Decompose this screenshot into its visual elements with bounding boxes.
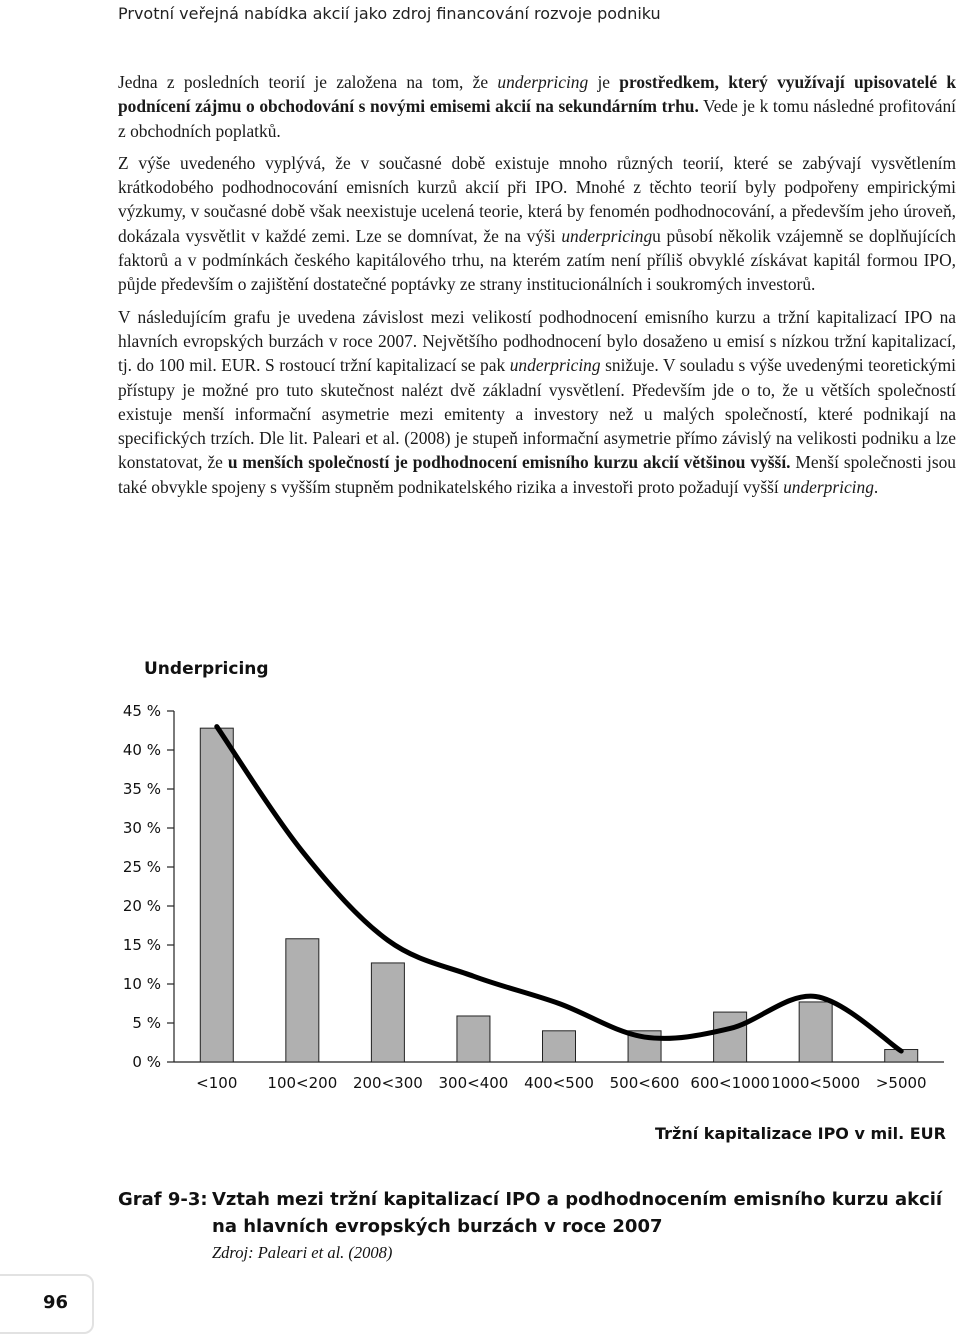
caption-title-line-2: na hlavních evropských burzách v roce 2007 xyxy=(212,1216,663,1237)
x-tick-label: 500<600 xyxy=(609,1074,680,1092)
underpricing-chart xyxy=(0,640,960,1160)
y-tick-label: 15 % xyxy=(122,936,161,954)
paragraph xyxy=(118,70,956,143)
bar xyxy=(200,728,233,1062)
text-run: Vede je k tomu následné profitování z obchodních poplatků. xyxy=(118,96,956,141)
bold-text: prostředkem, který využívají upisovatelé k podnícení zájmu o obchodování s novými emisemi akcií na sekundárním trhu. xyxy=(118,72,957,117)
y-tick-label: 20 % xyxy=(122,897,161,915)
caption-title-line-1: Vztah mezi tržní kapitalizací IPO a podhodnocením emisního kurzu akcií xyxy=(212,1189,943,1210)
bar xyxy=(286,939,319,1062)
running-head: Prvotní veřejná nabídka akcií jako zdroj financování rozvoje podniku xyxy=(118,4,661,23)
body-text xyxy=(118,70,956,507)
paragraph xyxy=(118,151,956,297)
page-number-tab xyxy=(0,1274,94,1334)
x-tick-label: 100<200 xyxy=(267,1074,338,1092)
italic-text: underpricing xyxy=(561,225,653,246)
x-tick-label: 600<1000 xyxy=(690,1074,770,1092)
bar xyxy=(371,963,404,1062)
text-run: je xyxy=(588,72,620,92)
bar xyxy=(799,1002,832,1062)
text-run: snižuje. V souladu s výše uvedenými teoretickými přístupy je možné pro tuto skutečnost nalézt dvě základní vysvětlení. Především jde o to, že u větších společností existuje menší informační asymetrie mezi emitenty a investory než u malých společností, které podnikají na specifických trzích. Dle lit. Paleari et al. (2008) je stupeň informační asymetrie přímo závislý na velikosti podniku a lze konstatovat, že xyxy=(118,355,956,473)
bar xyxy=(543,1031,576,1062)
text-run: V následujícím grafu je uvedena závislost mezi velikostí podhodnocení emisního kurzu a tržní kapitalizací IPO na hlavních evropských burzách v roce 2007. Největšího podhodnocení bylo dosaženo u emisí s nízkou tržní kapitalizací, tj. do 100 mil. EUR. S rostoucí tržní kapitalizací se pak xyxy=(118,306,956,376)
x-tick-label: >5000 xyxy=(875,1074,927,1092)
chart-svg xyxy=(0,640,960,1160)
y-tick-label: 10 % xyxy=(122,975,161,993)
bar xyxy=(714,1012,747,1062)
italic-text: underpricing xyxy=(783,476,874,497)
x-tick-label: 200<300 xyxy=(352,1074,423,1092)
caption-source: Zdroj: Paleari et al. (2008) xyxy=(212,1243,393,1262)
y-tick-label: 0 % xyxy=(132,1053,161,1071)
caption-label: Graf 9-3: xyxy=(118,1189,208,1210)
y-tick-label: 40 % xyxy=(122,741,161,759)
y-tick-label: 35 % xyxy=(122,780,161,798)
paragraph xyxy=(118,305,956,499)
x-tick-label: 400<500 xyxy=(524,1074,594,1092)
text-run: Jedna z posledních teorií je založena na tom, že xyxy=(118,72,498,92)
x-tick-label: 300<400 xyxy=(438,1074,509,1092)
x-tick-label: <100 xyxy=(196,1074,238,1092)
y-tick-label: 5 % xyxy=(132,1014,161,1032)
x-axis-title: Tržní kapitalizace IPO v mil. EUR xyxy=(655,1124,946,1143)
bar xyxy=(457,1016,490,1062)
text-run: . xyxy=(873,476,879,497)
y-tick-label: 30 % xyxy=(122,819,161,837)
x-tick-label: 1000<5000 xyxy=(771,1074,861,1092)
italic-text: underpricing xyxy=(497,72,589,92)
y-tick-label: 25 % xyxy=(122,858,161,876)
chart-title: Underpricing xyxy=(144,659,269,679)
bold-text: u menších společností je podhodnocení emisního kurzu akcií většinou vyšší. xyxy=(227,452,791,473)
trend-line xyxy=(217,727,901,1051)
text-run: Z výše uvedeného vyplývá, že v současné době existuje mnoho různých teorií, které se zabývají vysvětlením krátkodobého podhodnocování emisních kurzů akcií při IPO. Mnohé z těchto teorií byly podpořeny empirickými výzkumy, v současné době však neexistuje ucelená teorie, která by fenomén podhodnocování, a především jeho úroveň, dokázala vysvětlit v každé zemi. Lze se domnívat, že na výši xyxy=(118,152,956,246)
italic-text: underpricing xyxy=(509,355,601,376)
text-run: Menší společnosti jsou také obvykle spojeny s vyšším stupněm podnikatelského rizika a investoři proto požadují vyšší xyxy=(118,452,956,497)
caption-line-1 xyxy=(118,1186,942,1213)
page-number: 96 xyxy=(42,1292,68,1313)
text-run: u působí několik vzájemně se doplňujících faktorů a v podmínkách českého kapitálového trhu, na kterém zatím není příliš obvyklé získávat kapitál formou IPO, půjde především o zajištění dostatečné poptávky ze strany institucionálních i soukromých investorů. xyxy=(118,225,956,295)
y-tick-label: 45 % xyxy=(122,702,161,720)
figure-caption xyxy=(118,1186,942,1266)
